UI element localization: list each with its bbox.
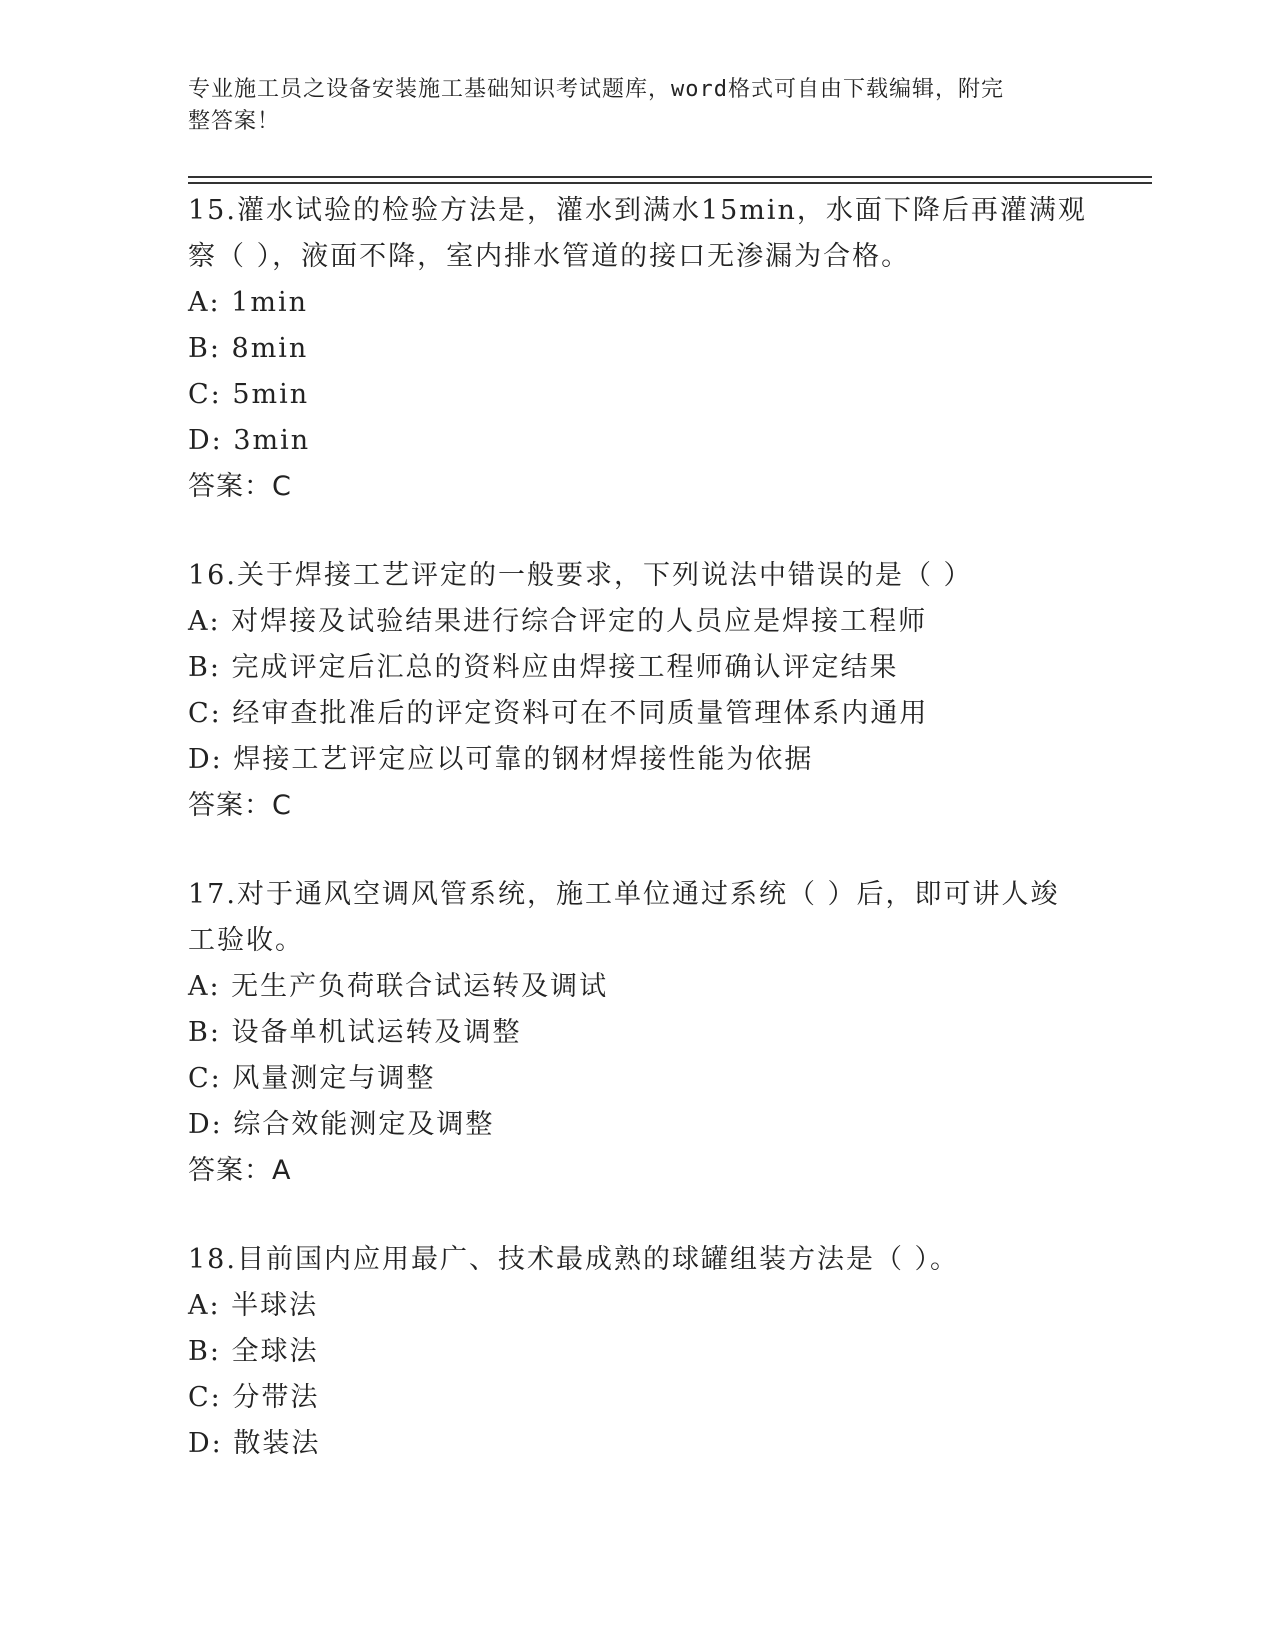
question-stem: 察（ ），液面不降，室内排水管道的接口无渗漏为合格。 — [188, 241, 911, 272]
answer: 答案：C — [188, 790, 292, 821]
question-stem: 18.目前国内应用最广、技术最成熟的球罐组装方法是（ ）。 — [188, 1244, 960, 1275]
option-c: C: 5min — [188, 379, 310, 410]
option-b: B: 完成评定后汇总的资料应由焊接工程师确认评定结果 — [188, 652, 899, 683]
option-a: A: 无生产负荷联合试运转及调试 — [188, 971, 609, 1002]
option-a: A: 1min — [188, 287, 308, 318]
option-b: B: 设备单机试运转及调整 — [188, 1017, 522, 1048]
question-stem: 工验收。 — [188, 925, 304, 956]
option-c: C: 分带法 — [188, 1382, 320, 1413]
option-d: D: 综合效能测定及调整 — [188, 1109, 495, 1140]
option-d: D: 3min — [188, 425, 311, 456]
question-list — [188, 188, 1088, 1467]
option-c: C: 经审查批准后的评定资料可在不同质量管理体系内通用 — [188, 698, 929, 729]
option-b: B: 全球法 — [188, 1336, 319, 1367]
spacer — [188, 510, 1088, 553]
spacer — [188, 829, 1088, 872]
option-d: D: 散装法 — [188, 1428, 321, 1459]
spacer — [188, 1194, 1088, 1237]
answer: 答案：A — [188, 1155, 292, 1186]
header-divider-top — [188, 176, 1152, 178]
question-17 — [188, 872, 1088, 1194]
answer: 答案：C — [188, 471, 292, 502]
question-stem: 17.对于通风空调风管系统，施工单位通过系统（ ）后，即可讲人竣 — [188, 879, 1060, 910]
option-a: A: 对焊接及试验结果进行综合评定的人员应是焊接工程师 — [188, 606, 928, 637]
header-line-2: 整答案！ — [188, 109, 281, 134]
option-b: B: 8min — [188, 333, 309, 364]
header-divider-bottom — [188, 182, 1152, 184]
option-a: A: 半球法 — [188, 1290, 319, 1321]
question-stem: 15.灌水试验的检验方法是，灌水到满水15min，水面下降后再灌满观 — [188, 195, 1087, 226]
question-stem: 16.关于焊接工艺评定的一般要求，下列说法中错误的是（ ） — [188, 560, 973, 591]
question-15 — [188, 188, 1088, 510]
option-d: D: 焊接工艺评定应以可靠的钢材焊接性能为依据 — [188, 744, 814, 775]
header-line-1: 专业施工员之设备安装施工基础知识考试题库，word格式可自由下载编辑，附完 — [188, 77, 1004, 102]
option-c: C: 风量测定与调整 — [188, 1063, 436, 1094]
question-16 — [188, 553, 1088, 829]
document-header — [188, 74, 1068, 138]
question-18 — [188, 1237, 1088, 1467]
